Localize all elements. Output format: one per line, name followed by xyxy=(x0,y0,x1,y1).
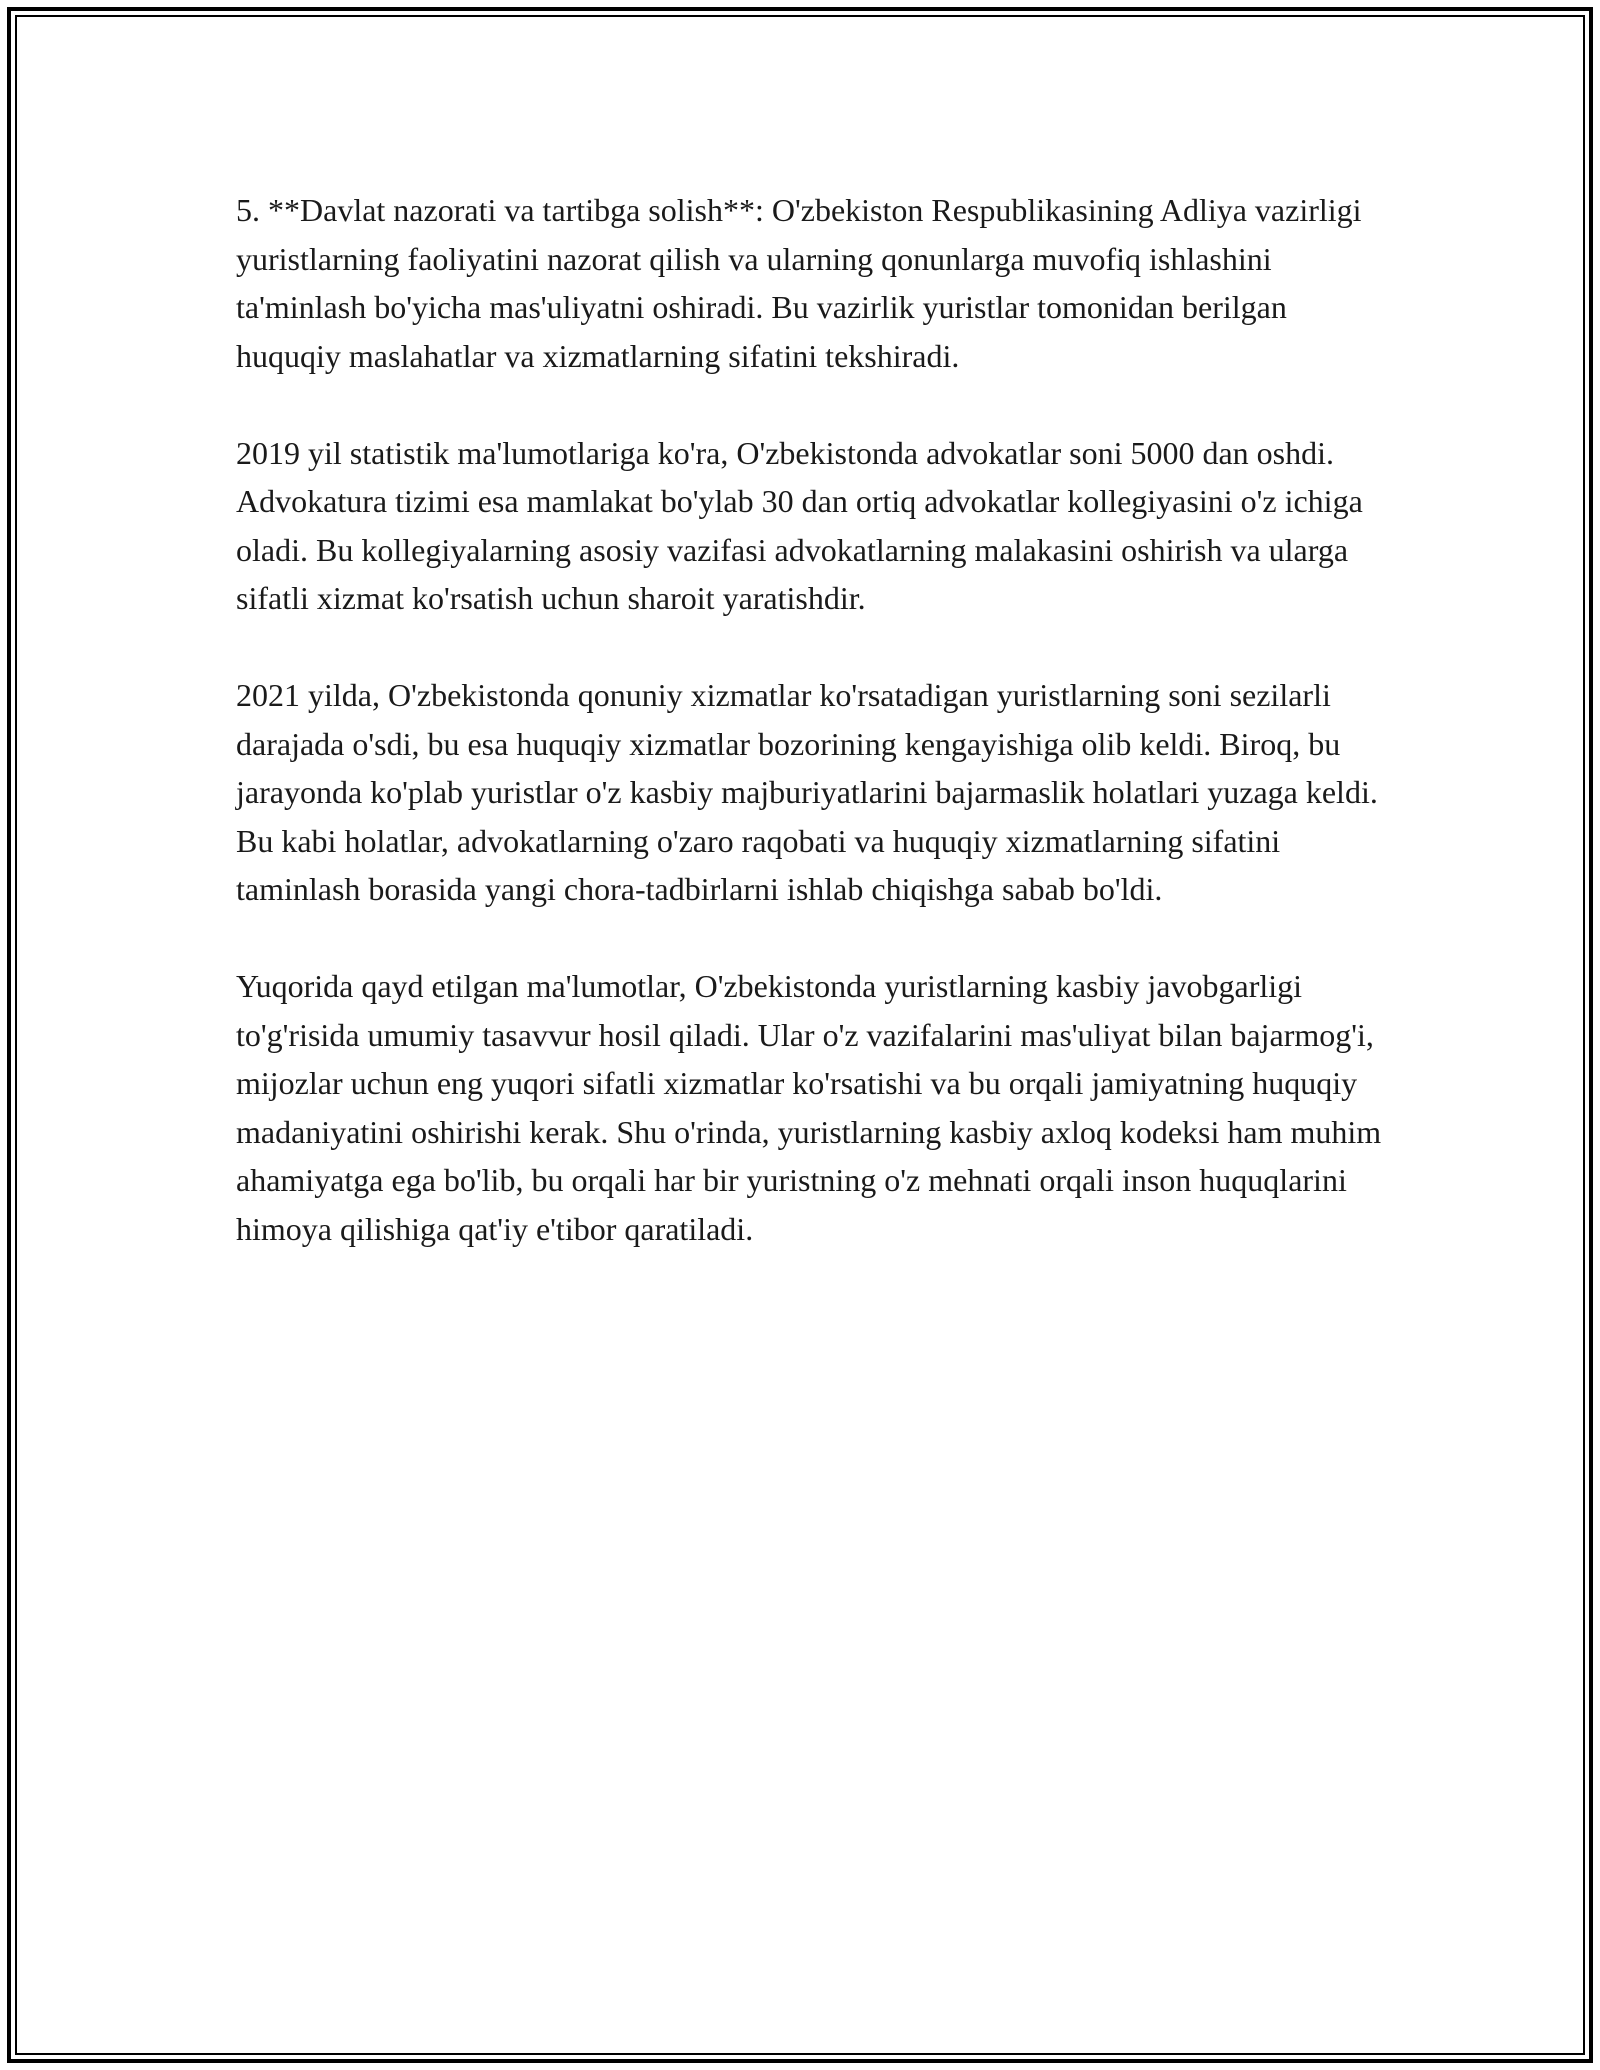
paragraph-2021-growth: 2021 yilda, O'zbekistonda qonuniy xizmatlar ko'rsatadigan yuristlarning soni sezilarli darajada o'sdi, bu esa huquqiy xizmatlar bozorining kengayishiga olib keldi. Biroq, bu jarayonda ko'plab yuristlar o'z kasbiy majburiyatlarini bajarmaslik holatlari yuzaga keldi. Bu kabi holatlar, advokatlarning o'zaro raqobati va huquqiy xizmatlarning sifatini taminlash borasida yangi chora-tadbirlarni ishlab chiqishga sabab bo'ldi. xyxy=(236,677,1378,907)
paragraph-2019-statistics: 2019 yil statistik ma'lumotlariga ko'ra, O'zbekistonda advokatlar soni 5000 dan oshdi. Advokatura tizimi esa mamlakat bo'ylab 30 dan ortiq advokatlar kollegiyasini o'z ichiga oladi. Bu kollegiyalarning asosiy vazifasi advokatlarning malakasini oshirish va ularga sifatli xizmat ko'rsatish uchun sharoit yaratishdir. xyxy=(236,434,1363,616)
document-body xyxy=(236,186,1386,1302)
paragraph-conclusion: Yuqorida qayd etilgan ma'lumotlar, O'zbekistonda yuristlarning kasbiy javobgarligi to'g'risida umumiy tasavvur hosil qiladi. Ular o'z vazifalarini mas'uliyat bilan bajarmog'i, mijozlar uchun eng yuqori sifatli xizmatlar ko'rsatishi va bu orqali jamiyatning huquqiy madaniyatini oshirishi kerak. Shu o'rinda, yuristlarning kasbiy axloq kodeksi ham muhim ahamiyatga ega bo'lib, bu orqali har bir yuristning o'z mehnati orqali inson huquqlarini himoya qilishiga qat'iy e'tibor qaratiladi. xyxy=(236,968,1382,1247)
paragraph-state-oversight: 5. **Davlat nazorati va tartibga solish**: O'zbekiston Respublikasining Adliya vazirligi yuristlarning faoliyatini nazorat qilish va ularning qonunlarga muvofiq ishlashini ta'minlash bo'yicha mas'uliyatni oshiradi. Bu vazirlik yuristlar tomonidan berilgan huquqiy maslahatlar va xizmatlarning sifatini tekshiradi. xyxy=(236,192,1362,374)
